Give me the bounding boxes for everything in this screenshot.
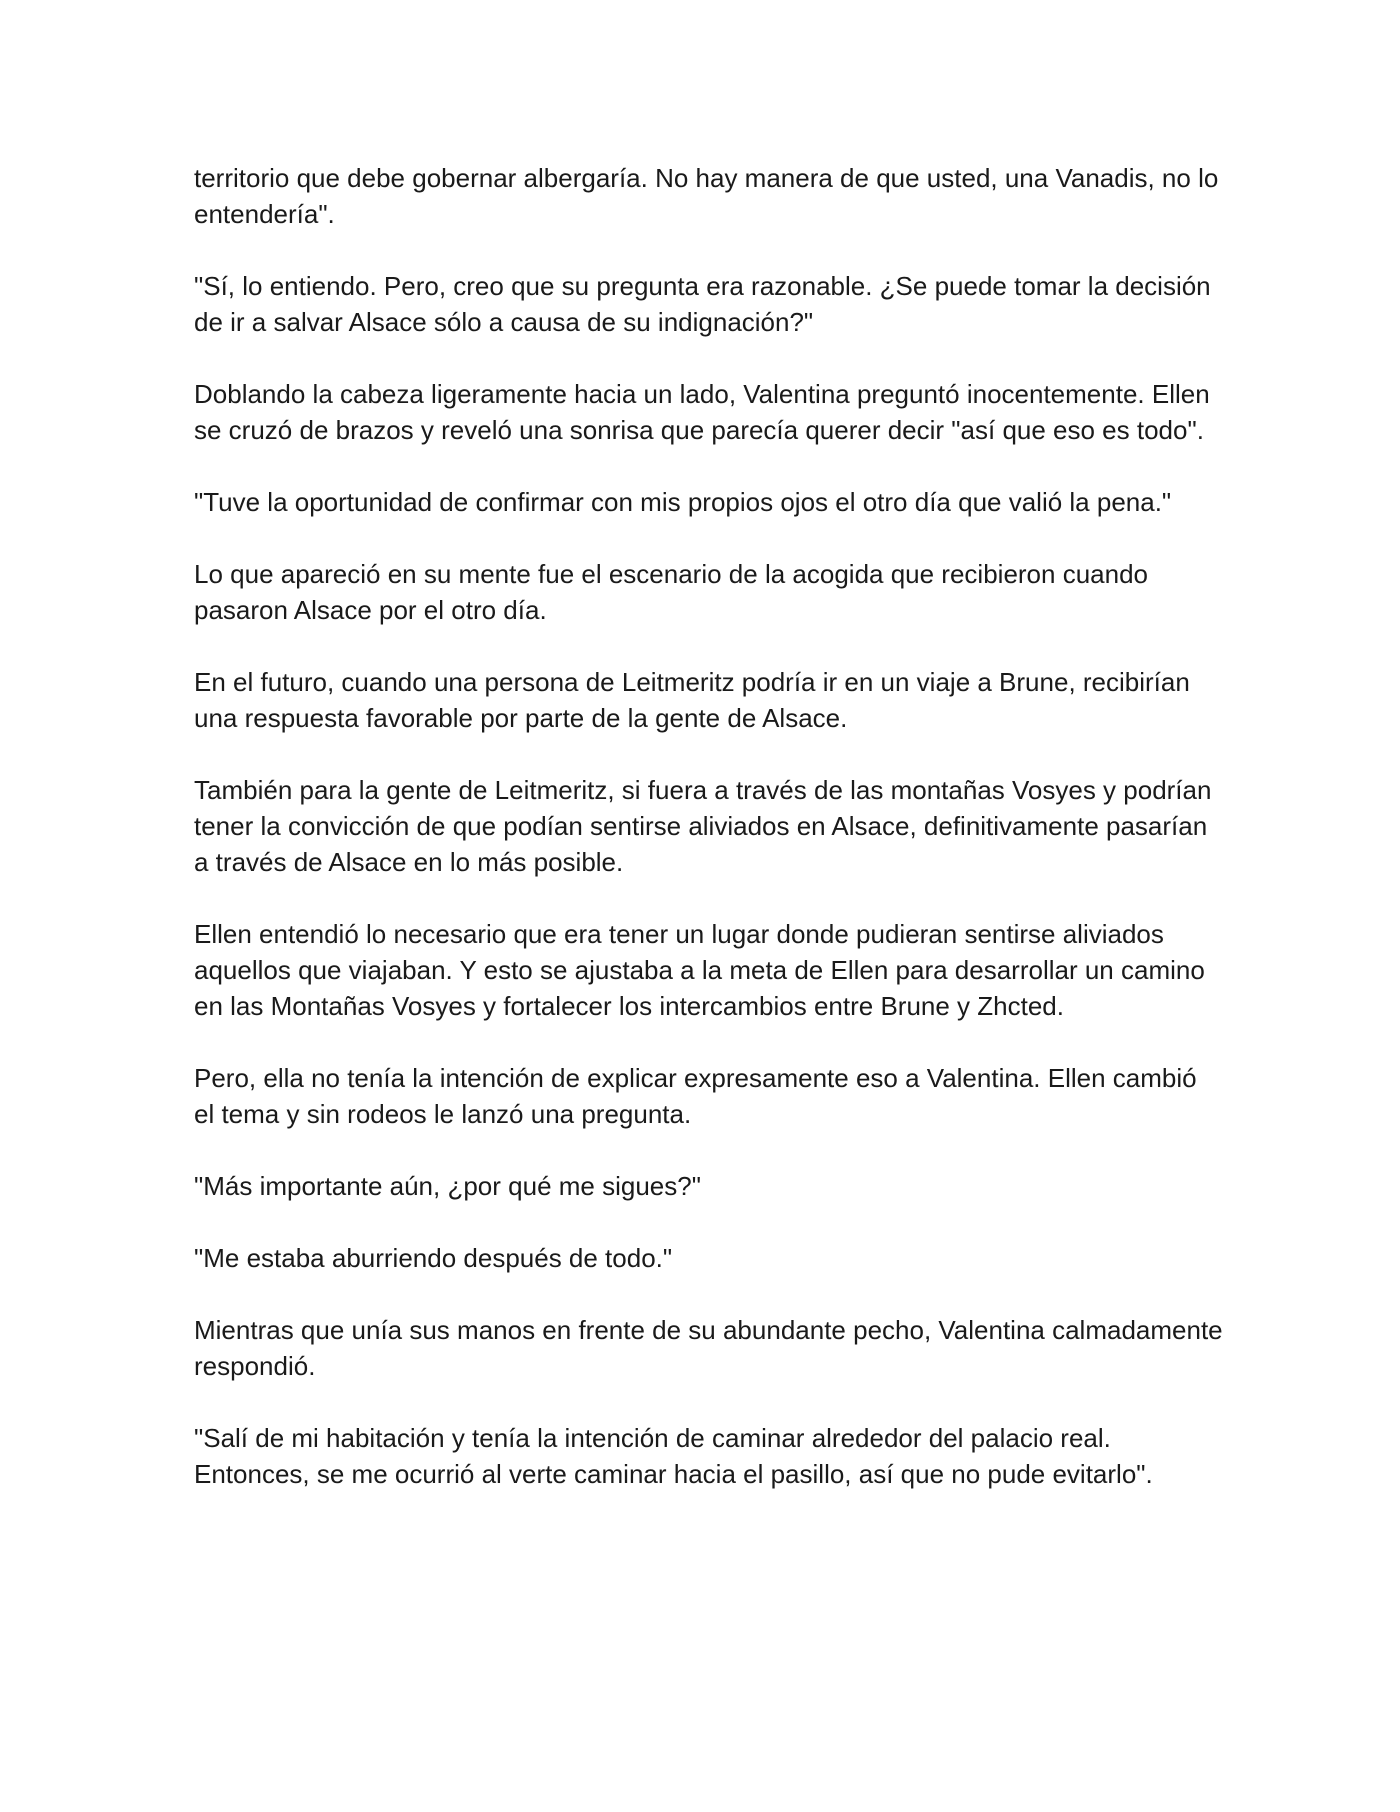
document-body [194,160,1224,1528]
paragraph: "Sí, lo entiendo. Pero, creo que su pregunta era razonable. ¿Se puede tomar la decisión de ir a salvar Alsace sólo a causa de su indignación?" [194,271,1211,337]
paragraph: Mientras que unía sus manos en frente de su abundante pecho, Valentina calmadamente respondió. [194,1315,1223,1381]
paragraph: "Me estaba aburriendo después de todo." [194,1243,673,1273]
paragraph: También para la gente de Leitmeritz, si fuera a través de las montañas Vosyes y podrían tener la convicción de que podían sentirse aliviados en Alsace, definitivamente pasarían a través de Alsace en lo más posible. [194,775,1212,877]
paragraph: Lo que apareció en su mente fue el escenario de la acogida que recibieron cuando pasaron Alsace por el otro día. [194,559,1149,625]
paragraph: En el futuro, cuando una persona de Leitmeritz podría ir en un viaje a Brune, recibirían una respuesta favorable por parte de la gente de Alsace. [194,667,1190,733]
paragraph: Doblando la cabeza ligeramente hacia un lado, Valentina preguntó inocentemente. Ellen se cruzó de brazos y reveló una sonrisa que parecía querer decir "así que eso es todo". [194,379,1210,445]
paragraph: Pero, ella no tenía la intención de explicar expresamente eso a Valentina. Ellen cambió el tema y sin rodeos le lanzó una pregunta. [194,1063,1197,1129]
paragraph: Ellen entendió lo necesario que era tener un lugar donde pudieran sentirse aliviados aquellos que viajaban. Y esto se ajustaba a la meta de Ellen para desarrollar un camino en las Montañas Vosyes y fortalecer los intercambios entre Brune y Zhcted. [194,919,1205,1021]
paragraph: "Más importante aún, ¿por qué me sigues?" [194,1171,701,1201]
paragraph: "Salí de mi habitación y tenía la intención de caminar alrededor del palacio real. Entonces, se me ocurrió al verte caminar hacia el pasillo, así que no pude evitarlo". [194,1423,1153,1489]
paragraph: territorio que debe gobernar albergaría. No hay manera de que usted, una Vanadis, no lo entendería". [194,163,1219,229]
paragraph: "Tuve la oportunidad de confirmar con mis propios ojos el otro día que valió la pena." [194,487,1172,517]
